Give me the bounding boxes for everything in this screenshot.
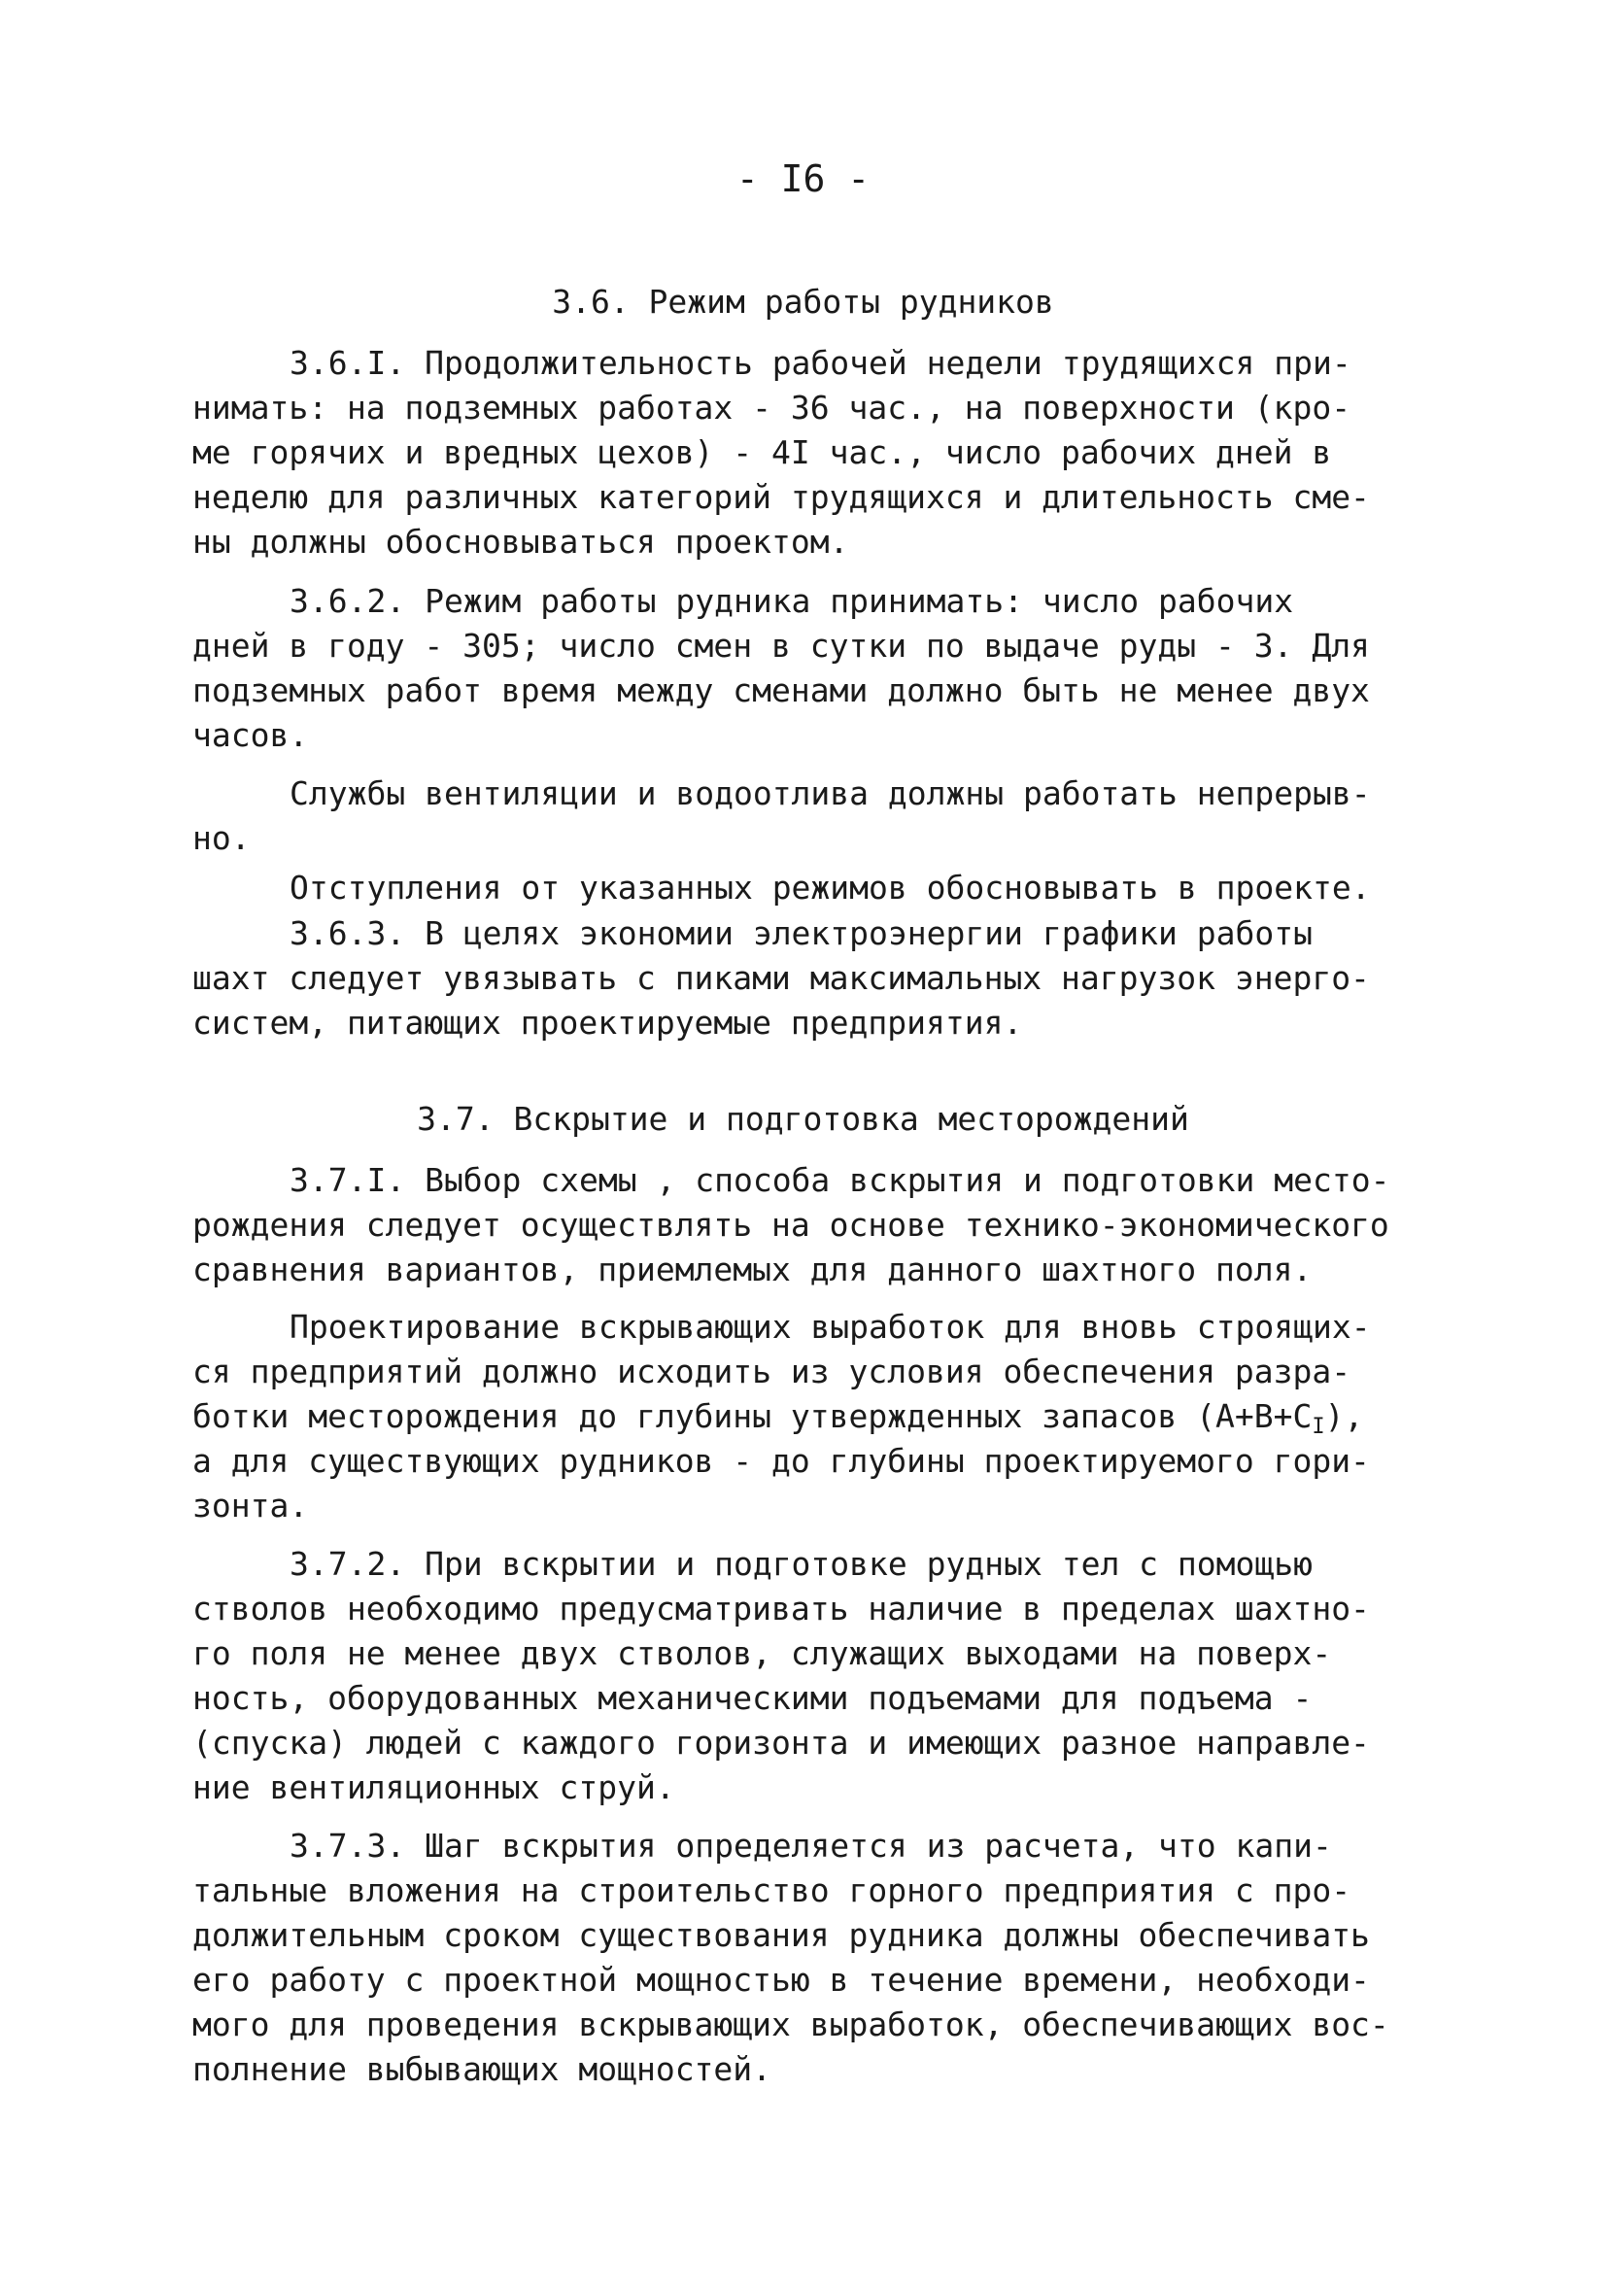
text-line: систем, питающих проектируемые предприятия. xyxy=(192,1004,1023,1042)
text-line: неделю для различных категорий трудящихся и длительность сме- xyxy=(192,478,1370,516)
text-line: Отступления от указанных режимов обосновывать в проекте. xyxy=(290,869,1371,907)
text-line: ме горячих и вредных цехов) - 4I час., число рабочих дней в xyxy=(192,433,1332,471)
text-line: часов. xyxy=(192,716,309,754)
text-line: ся предприятий должно исходить из условия обеспечения разра- xyxy=(192,1353,1351,1390)
page-number: - I6 - xyxy=(735,157,871,200)
section-3-7-heading: 3.7. Вскрытие и подготовка месторождений xyxy=(417,1100,1189,1138)
text-line: Проектирование вскрывающих выработок для вновь строящих- xyxy=(290,1308,1371,1346)
reserves-suffix: ), xyxy=(1324,1397,1364,1435)
text-line: шахт следует увязывать с пиками максимальных нагрузок энерго- xyxy=(192,959,1370,997)
text-line: ны должны обосновываться проектом. xyxy=(192,523,849,561)
text-line: 3.7.3. Шаг вскрытия определяется из расчета, что капи- xyxy=(290,1827,1332,1865)
text-line: 3.7.2. При вскрытии и подготовке рудных тел с помощью xyxy=(290,1545,1313,1583)
text-line: (спуска) людей с каждого горизонта и имеющих разное направле- xyxy=(192,1724,1370,1762)
text-line: его работу с проектной мощностью в течение времени, необходи- xyxy=(192,1961,1370,1999)
text-line: но. xyxy=(192,819,251,857)
text-line: тальные вложения на строительство горного предприятия с про- xyxy=(192,1871,1351,1909)
text-line: го поля не менее двух стволов, служащих выходами на поверх- xyxy=(192,1634,1332,1672)
section-3-6-heading: 3.6. Режим работы рудников xyxy=(552,283,1054,321)
text-line: зонта. xyxy=(192,1487,309,1525)
text-line: полнение выбывающих мощностей. xyxy=(192,2050,772,2088)
text-line: рождения следует осуществлять на основе технико-экономического xyxy=(192,1206,1389,1244)
text-line: стволов необходимо предусматривать наличие в пределах шахтно- xyxy=(192,1590,1370,1628)
text-line: 3.6.2. Режим работы рудника принимать: число рабочих xyxy=(290,582,1294,620)
text-line: мого для проведения вскрывающих выработок, обеспечивающих вос- xyxy=(192,2005,1389,2043)
reserves-text: ботки месторождения до глубины утвержденных запасов (A+B+C xyxy=(192,1397,1313,1435)
text-line: а для существующих рудников - до глубины проектируемого гори- xyxy=(192,1442,1370,1480)
text-line: 3.6.3. В целях экономии электроэнергии графики работы xyxy=(290,914,1313,952)
text-line: нимать: на подземных работах - 36 час., на поверхности (кро- xyxy=(192,389,1351,427)
text-line: ность, оборудованных механическими подъемами для подъема - xyxy=(192,1679,1313,1717)
text-line: дней в году - 305; число смен в сутки по выдаче руды - 3. Для xyxy=(192,627,1370,665)
text-line: ние вентиляционных струй. xyxy=(192,1768,675,1806)
text-line: 3.6.I. Продолжительность рабочей недели трудящихся при- xyxy=(290,344,1351,382)
reserves-subscript: I xyxy=(1312,1415,1325,1439)
text-line: сравнения вариантов, приемлемых для данного шахтного поля. xyxy=(192,1251,1313,1288)
text-line: Службы вентиляции и водоотлива должны работать непрерыв- xyxy=(290,774,1371,812)
text-line: подземных работ время между сменами должно быть не менее двух xyxy=(192,671,1370,709)
text-line: 3.7.I. Выбор схемы , способа вскрытия и подготовки место- xyxy=(290,1161,1390,1199)
text-line: должительным сроком существования рудника должны обеспечивать xyxy=(192,1916,1370,1954)
